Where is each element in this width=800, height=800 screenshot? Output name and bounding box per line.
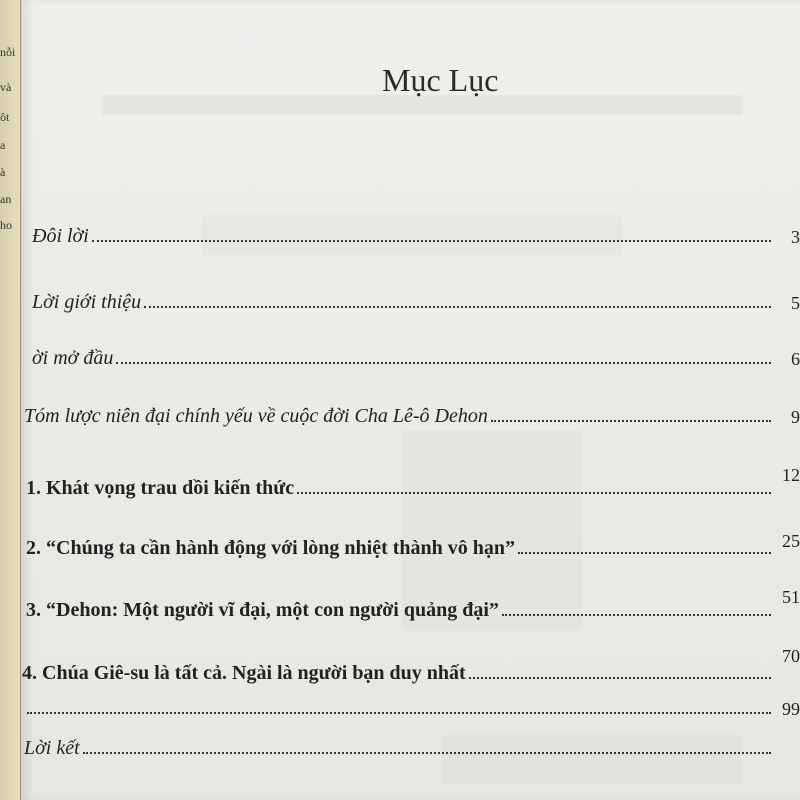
- leader-dots: [297, 491, 771, 494]
- left-page-fragment: à: [0, 165, 6, 179]
- toc-page-number: 99: [782, 699, 800, 719]
- toc-entry-label: Đôi lời: [32, 225, 89, 247]
- toc-entry-label: 4. Chúa Giê-su là tất cả. Ngài là người bạn duy nhất: [22, 662, 466, 684]
- toc-entry[interactable]: [22, 218, 800, 248]
- toc-entry[interactable]: [22, 284, 800, 314]
- toc-entry-label: ời mở đầu: [32, 347, 114, 369]
- toc-entry[interactable]: [22, 587, 800, 622]
- leader-dots: [469, 676, 771, 679]
- toc-entry-label: 3. “Dehon: Một người vĩ đại, một con người quảng đại”: [26, 599, 499, 621]
- toc-entry-label: Lời kết: [24, 737, 80, 759]
- toc-page-number: 5: [791, 293, 800, 313]
- toc-page-number: 25: [782, 531, 800, 551]
- toc-entry-label: Tóm lược niên đại chính yếu về cuộc đời Cha Lê-ô Dehon: [24, 405, 488, 427]
- leader-dots: [27, 711, 771, 714]
- left-page-fragment: ho: [0, 218, 12, 232]
- toc-page-number: 9: [791, 407, 800, 427]
- toc-entry[interactable]: [22, 340, 800, 370]
- leader-dots: [116, 361, 771, 364]
- toc-page-number: 3: [791, 227, 800, 247]
- toc-page-number: 12: [782, 465, 800, 485]
- leader-dots: [491, 419, 771, 422]
- toc-entry[interactable]: [22, 398, 800, 428]
- page-title: Mục Lục: [382, 62, 499, 98]
- left-page-fragment: a: [0, 138, 6, 152]
- leader-dots: [518, 551, 771, 554]
- leader-dots: [144, 305, 771, 308]
- left-page-fragment: an: [0, 192, 12, 206]
- left-page-fragment: và: [0, 80, 12, 94]
- book-page: [22, 0, 800, 800]
- toc-entry[interactable]: [22, 465, 800, 500]
- toc-entry[interactable]: [22, 530, 800, 560]
- toc-entry-label: 1. Khát vọng trau dồi kiến thức: [26, 477, 295, 499]
- leader-dots: [92, 239, 771, 242]
- toc-entry[interactable]: [22, 646, 800, 685]
- adjacent-page-edge: [0, 0, 21, 800]
- toc-page-number: 70: [782, 646, 800, 666]
- left-page-fragment: nỗi: [0, 45, 16, 59]
- toc-entry-label: 2. “Chúng ta cần hành động với lòng nhiệt thành vô hạn”: [26, 537, 516, 559]
- leader-dots: [83, 751, 771, 754]
- leader-dots: [502, 613, 771, 616]
- toc-entry[interactable]: [22, 730, 800, 760]
- left-page-fragment: ôt: [0, 110, 10, 124]
- toc-page-number: 51: [782, 587, 800, 607]
- toc-page-number: 6: [791, 349, 800, 369]
- toc-entry: [22, 690, 800, 720]
- toc-entry-label: Lời giới thiệu: [32, 291, 142, 313]
